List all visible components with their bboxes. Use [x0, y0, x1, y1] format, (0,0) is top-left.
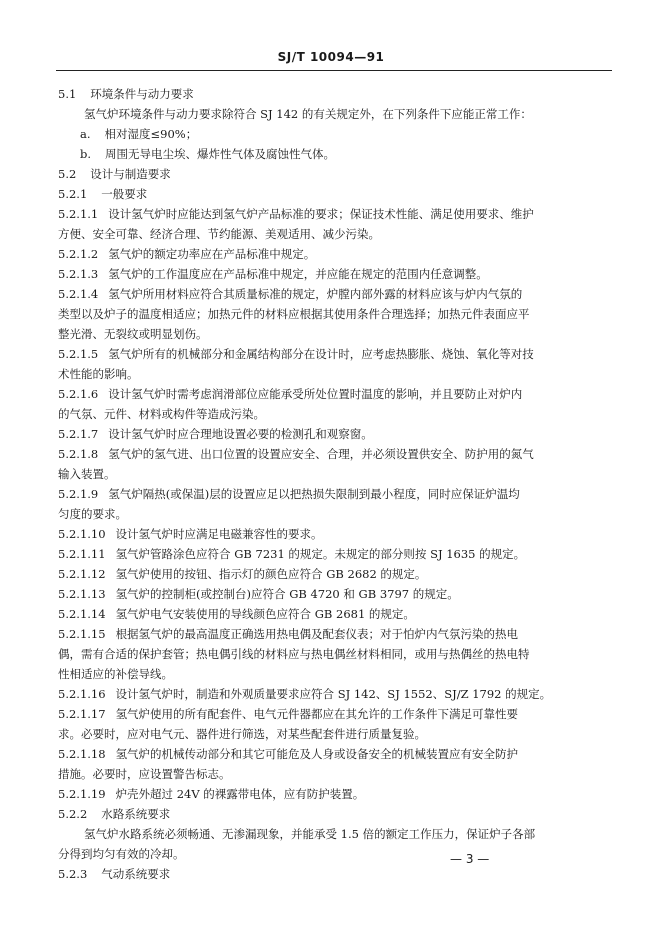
text-line: [58, 144, 612, 164]
text-line: [58, 704, 612, 724]
clause-text: 设计氢气炉时应合理地设置必要的检测孔和观察窗。: [108, 427, 373, 441]
text-line: [58, 324, 612, 344]
clause-text: 设计氢气炉时应满足电磁兼容性的要求。: [115, 527, 323, 541]
clause-text: 术性能的影响。: [58, 367, 139, 381]
clause-number: 5.2.1.15: [58, 627, 106, 641]
text-line: [58, 504, 612, 524]
text-line: [58, 204, 612, 224]
clause-text: 性相适应的补偿导线。: [58, 667, 173, 681]
clause-text: 设计氢气炉时需考虑润滑部位应能承受所处位置时温度的影响，并且要防止对炉内: [108, 387, 523, 401]
clause-text: 求。必要时，应对电气元、器件进行筛选，对某些配套件进行质量复验。: [58, 727, 426, 741]
text-line: [58, 784, 612, 804]
clause-text: 氢气炉管路涂色应符合 GB 7231 的规定。未规定的部分则按 SJ 1635 的规定。: [115, 547, 526, 561]
clause-text: 的气氛、元件、材料或构件等造成污染。: [58, 407, 265, 421]
clause-number: 5.2.2: [58, 807, 88, 821]
text-line: [58, 624, 612, 644]
text-line: [58, 304, 612, 324]
clause-text: 输入装置。: [58, 467, 116, 481]
clause-number: 5.2.1.9: [58, 487, 99, 501]
clause-text: 偶，需有合适的保护套管；热电偶引线的材料应与热电偶丝材料相同，或用与热偶丝的热电特: [58, 647, 530, 661]
clause-text: 一般要求: [101, 187, 148, 201]
clause-text: 气动系统要求: [101, 867, 171, 881]
clause-text: 根据氢气炉的最高温度正确选用热电偶及配套仪表；对于怕炉内气氛污染的热电: [115, 627, 519, 641]
text-line: [58, 604, 612, 624]
text-line: [58, 824, 612, 844]
text-line: [58, 224, 612, 244]
text-line: [58, 124, 612, 144]
clause-text: 氢气炉电气安装使用的导线颜色应符合 GB 2681 的规定。: [115, 607, 415, 621]
clause-number: 5.2.1.18: [58, 747, 106, 761]
clause-text: 氢气炉使用的所有配套件、电气元件器都应在其允许的工作条件下满足可靠性要: [115, 707, 519, 721]
clause-number: b.: [80, 147, 92, 161]
clause-text: 氢气炉水路系统必须畅通、无渗漏现象，并能承受 1.5 倍的额定工作压力，保证炉子各部: [84, 827, 536, 841]
text-line: [58, 844, 612, 864]
document-body: [58, 84, 612, 884]
clause-text: 氢气炉的控制柜(或控制台)应符合 GB 4720 和 GB 3797 的规定。: [115, 587, 459, 601]
clause-number: 5.2.1.19: [58, 787, 106, 801]
text-line: [58, 104, 612, 124]
clause-text: 氢气炉所有的机械部分和金属结构部分在设计时，应考虑热膨胀、烧蚀、氧化等对技: [108, 347, 534, 361]
text-line: [58, 444, 612, 464]
clause-number: 5.2.1.11: [58, 547, 106, 561]
text-line: [58, 684, 612, 704]
text-line: [58, 864, 612, 884]
clause-number: 5.2.1.13: [58, 587, 106, 601]
text-line: [58, 164, 612, 184]
clause-number: 5.2.1.6: [58, 387, 99, 401]
clause-number: 5.2.1: [58, 187, 88, 201]
clause-text: 环境条件与动力要求: [90, 87, 194, 101]
header-rule: [56, 70, 612, 71]
clause-text: 设计氢气炉时应能达到氢气炉产品标准的要求；保证技术性能、满足使用要求、维护: [108, 207, 534, 221]
clause-number: 5.2.1.5: [58, 347, 99, 361]
text-line: [58, 764, 612, 784]
clause-number: 5.2.3: [58, 867, 88, 881]
text-line: [58, 244, 612, 264]
document-code-header: SJ/T 10094—91: [277, 50, 385, 64]
text-line: [58, 484, 612, 504]
text-line: [58, 564, 612, 584]
clause-text: 方便、安全可靠、经济合理、节约能源、美观适用、减少污染。: [58, 227, 380, 241]
clause-text: 氢气炉隔热(或保温)层的设置应足以把热损失限制到最小程度，同时应保证炉温均: [108, 487, 520, 501]
clause-number: 5.2.1.7: [58, 427, 99, 441]
clause-text: 设计氢气炉时，制造和外观质量要求应符合 SJ 142、SJ 1552、SJ/Z 1792 的规定。: [115, 687, 552, 701]
clause-number: 5.2.1.10: [58, 527, 106, 541]
text-line: [58, 184, 612, 204]
text-line: [58, 524, 612, 544]
clause-text: 氢气炉的机械传动部分和其它可能危及人身或设备安全的机械装置应有安全防护: [115, 747, 519, 761]
clause-text: 氢气炉的工作温度应在产品标准中规定，并应能在规定的范围内任意调整。: [108, 267, 488, 281]
clause-number: 5.2.1.3: [58, 267, 99, 281]
text-line: [58, 724, 612, 744]
clause-text: 氢气炉使用的按钮、指示灯的颜色应符合 GB 2682 的规定。: [115, 567, 427, 581]
clause-text: 措施。必要时，应设置警告标志。: [58, 767, 231, 781]
text-line: [58, 424, 612, 444]
text-line: [58, 384, 612, 404]
clause-text: 氢气炉的额定功率应在产品标准中规定。: [108, 247, 316, 261]
clause-text: 氢气炉环境条件与动力要求除符合 SJ 142 的有关规定外，在下列条件下应能正常工作：: [84, 107, 532, 121]
clause-number: 5.2.1.17: [58, 707, 106, 721]
clause-text: 类型以及炉子的温度相适应；加热元件的材料应根据其使用条件合理选择；加热元件表面应平: [58, 307, 530, 321]
clause-text: 分得到均匀有效的冷却。: [58, 847, 185, 861]
clause-number: 5.2.1.14: [58, 607, 106, 621]
text-line: [58, 664, 612, 684]
text-line: [58, 804, 612, 824]
clause-number: 5.2.1.16: [58, 687, 106, 701]
text-line: [58, 544, 612, 564]
text-line: [58, 644, 612, 664]
clause-text: 匀度的要求。: [58, 507, 127, 521]
text-line: [58, 84, 612, 104]
text-line: [58, 584, 612, 604]
text-line: [58, 264, 612, 284]
text-line: [58, 744, 612, 764]
clause-text: 设计与制造要求: [90, 167, 171, 181]
clause-number: 5.1: [58, 87, 77, 101]
text-line: [58, 284, 612, 304]
text-line: [58, 344, 612, 364]
clause-text: 水路系统要求: [101, 807, 171, 821]
clause-text: 相对湿度≤90%；: [104, 127, 198, 141]
clause-number: 5.2.1.12: [58, 567, 106, 581]
text-line: [58, 464, 612, 484]
clause-number: 5.2.1.2: [58, 247, 99, 261]
clause-text: 氢气炉所用材料应符合其质量标准的规定，炉膛内部外露的材料应该与炉内气氛的: [108, 287, 523, 301]
clause-number: a.: [80, 127, 91, 141]
clause-text: 整光滑、无裂纹或明显划伤。: [58, 327, 208, 341]
text-line: [58, 364, 612, 384]
clause-text: 氢气炉的氢气进、出口位置的设置应安全、合理，并必须设置供安全、防护用的氮气: [108, 447, 534, 461]
clause-number: 5.2.1.8: [58, 447, 99, 461]
text-line: [58, 404, 612, 424]
clause-text: 炉壳外超过 24V 的裸露带电体，应有防护装置。: [115, 787, 365, 801]
clause-number: 5.2.1.1: [58, 207, 99, 221]
page-number: — 3 —: [450, 852, 490, 866]
clause-text: 周围无导电尘埃、爆炸性气体及腐蚀性气体。: [105, 147, 336, 161]
clause-number: 5.2: [58, 167, 77, 181]
clause-number: 5.2.1.4: [58, 287, 99, 301]
